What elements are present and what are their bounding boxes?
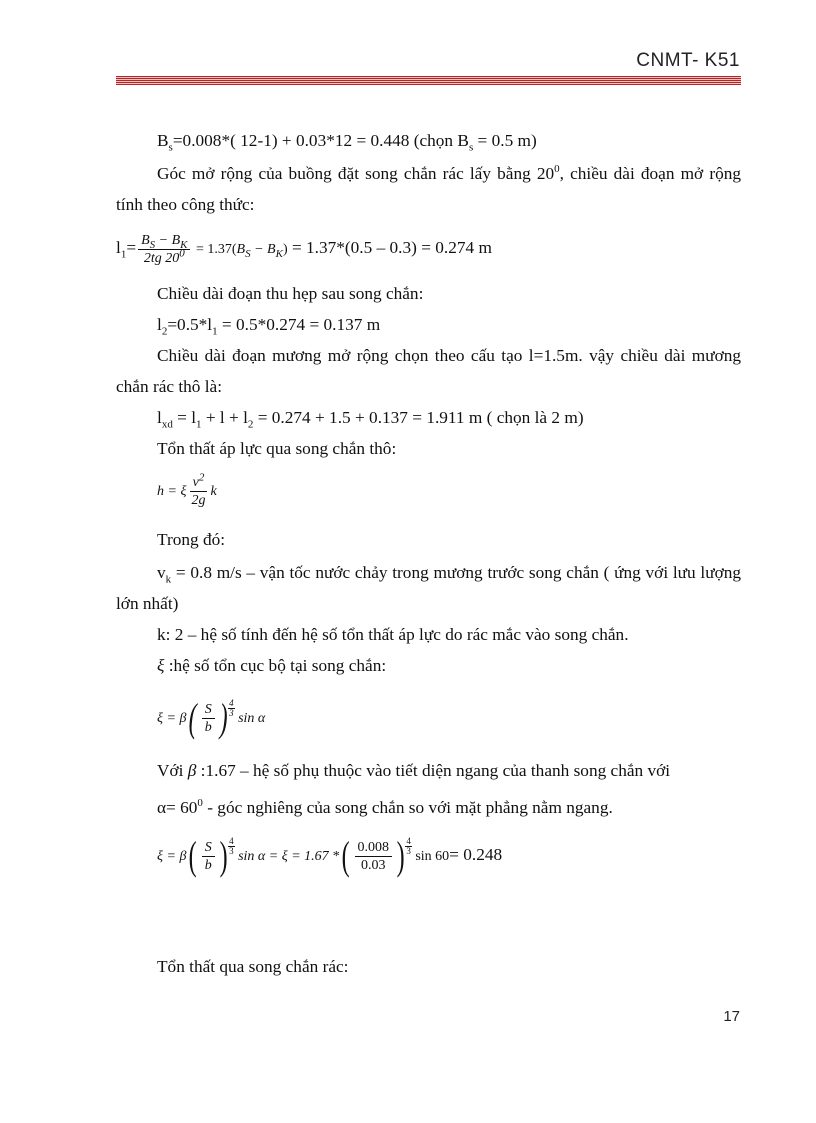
header-title: CNMT- K51	[636, 50, 740, 71]
equation-h: h = ξ $\frac{v^2}{2g}$ k	[157, 470, 217, 508]
para-k: k: 2 – hệ số tính đến hệ số tổn thất áp lực do rác mắc vào song chắn.	[157, 625, 629, 644]
para-channel: Chiều dài đoạn mương mở rộng chọn theo cấu tạo l=1.5m. vậy chiều dài mương chắn rác thô là:	[116, 346, 741, 396]
para-angle: Góc mở rộng của buồng đặt song chắn rác lấy bằng $20^0$, chiều dài đoạn mở rộng tính theo công thức:	[116, 163, 741, 214]
header-rule	[116, 76, 741, 85]
para-loss-screen: Tổn thất qua song chắn rác:	[157, 957, 349, 976]
para-loss: Tổn thất áp lực qua song chắn thô:	[157, 439, 397, 458]
para-where: Trong đó:	[157, 530, 226, 549]
para-beta: Với β :1.67 – hệ số phụ thuộc vào tiết diện ngang của thanh song chắn với	[157, 761, 671, 780]
para-xi: ξ :hệ số tổn cục bộ tại song chắn:	[157, 656, 387, 675]
para-l2: $l_2=0.5*l_1 = 0.5*0.274 = 0.137$ m	[157, 315, 381, 338]
equation-l1: $l_1=$ $\frac{B_S - B_K}{2tg 20^0}$ = $1.37(B_S - B_K) = 1.37*(0.5 - 0.3) = 0.274$ m	[116, 232, 492, 266]
equation-xi: ξ = β( $\frac{S}{b}$ ) $\frac{4}{3}$ sin α	[157, 695, 266, 741]
para-vk: $v_k = 0.8$ m/s – vận tốc nước chảy trong mương trước song chắn ( ứng với lưu lượng lớn nhất)	[116, 563, 741, 613]
para-lxd: $l_{xd} = l_1 + l + l_2 = 0.274 + 1.5 + 0.137 = 1.911$ m ( chọn là 2 m)	[157, 408, 584, 431]
para-bs: $B_s=0.008*$( 12-1) + 0.03*12 = 0.448 (chọn $B_s = 0.5$ m)	[157, 131, 537, 154]
para-narrow: Chiều dài đoạn thu hẹp sau song chắn:	[157, 284, 424, 303]
equation-xi-value: ξ = β( $\frac{S}{b}$ ) $\frac{4}{3}$ sin α = ξ = 1.67 *( $\frac{0.008}{0.03}$ ) $\frac{4}{3}$ sin 60= 0.248	[157, 833, 503, 879]
page-content	[116, 125, 741, 982]
page-number: 17	[723, 1008, 740, 1025]
para-alpha: $\alpha= 60^0$ - góc nghiêng của song chắn so với mặt phẳng nằm ngang.	[157, 797, 613, 817]
